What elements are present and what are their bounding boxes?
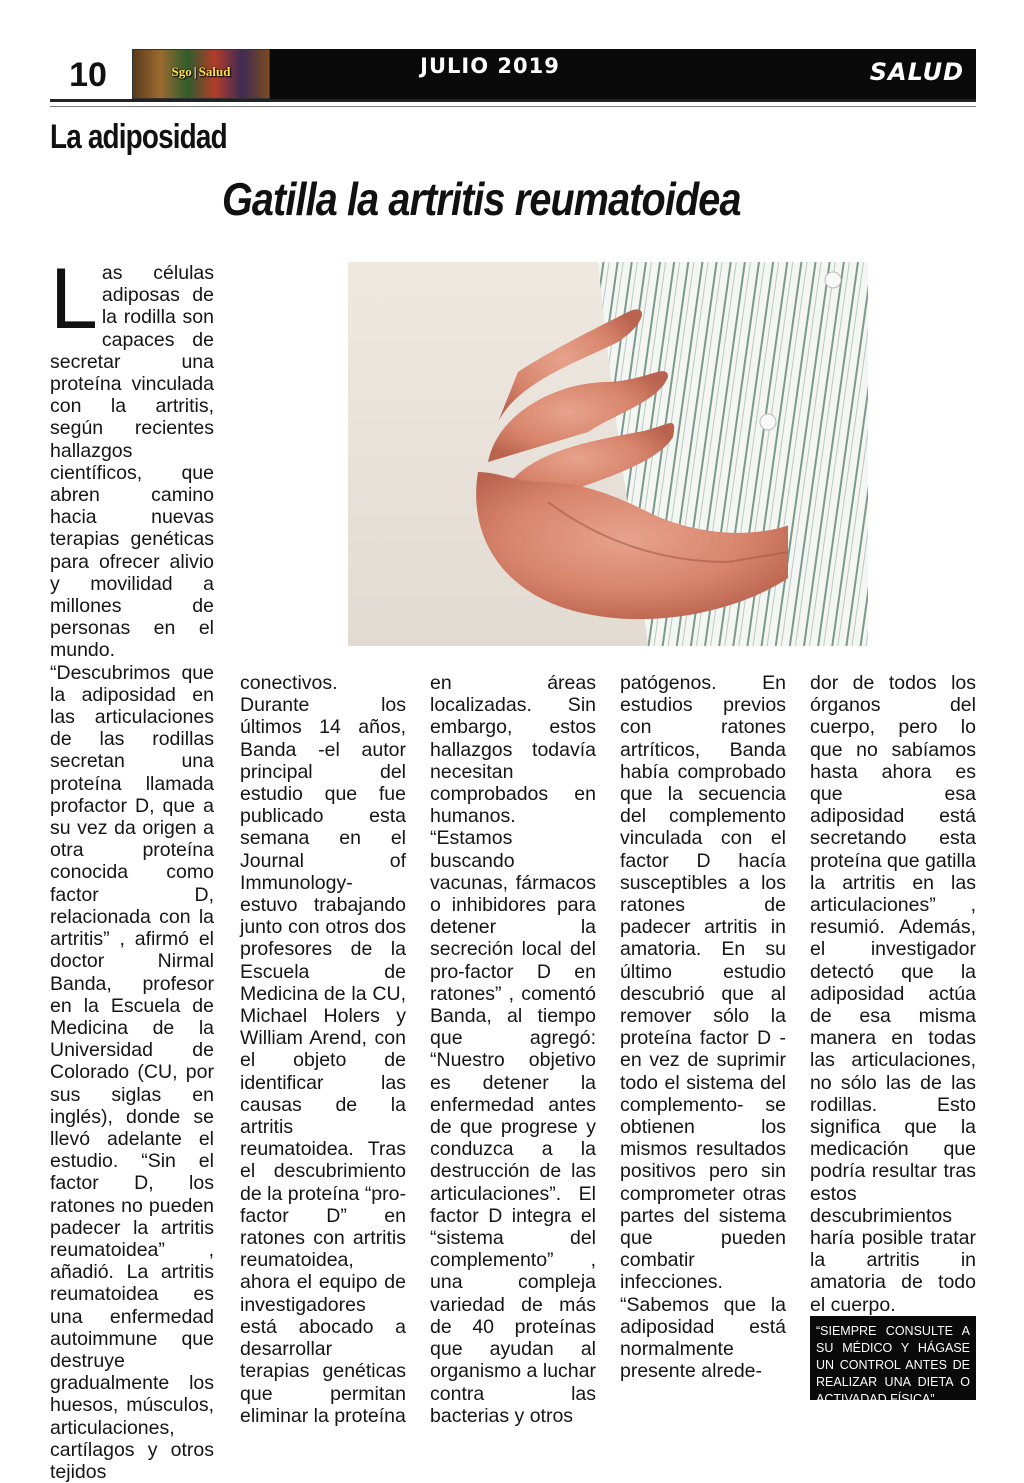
column-1-text: as células adiposas de la rodilla son capaces de secretar una proteína vinculada con la artritis, según recientes hallazgos científicos, que abren camino hacia nuevas terapias genéticas para ofrecer alivio y movilidad a millones de personas en el mundo. “Descubrimos que la adiposidad en las articulaciones de las rodillas secretan una proteína llamada profactor D, que a su vez da origen a otra proteína conocida como factor D, relacionada con la artritis” , afirmó el doctor Nirmal Banda, profesor en la Escuela de Medicina de la Universidad de Colorado (CU, por sus siglas en inglés), donde se llevó adelante el estudio. “Sin el factor D, los ratones no pueden padecer la artritis reumatoidea” , añadió. La artritis reumatoidea es una enfermedad autoimmune que destruye gradualmente los huesos, músculos, articulaciones, cartílagos y otros tejidos	[50, 262, 214, 1483]
article-column-5: dor de todos los órganos del cuerpo, pero lo que no sabíamos hasta ahora es que esa adiposidad está secretando esta proteína que gatilla la artritis en las articulaciones” , resumió. Además, el investigador detectó que la adiposidad actúa de esa misma manera en todas las articulaciones, no sólo las de las rodillas. Esto significa que la medicación que podría resultar tras estos descubrimientos haría posible tratar la artritis in amatoria de todo el cuerpo.	[810, 672, 976, 1316]
drop-cap: L	[50, 251, 98, 347]
article-column-4: patógenos. En estudios previos con ratones artríticos, Banda había comprobado que la secuencia del complemento vinculada con el factor D hacía susceptibles a los ratones de padecer artritis in amatoria. En su último estudio descubrió que al remover sólo la proteína factor D -en vez de suprimir todo el sistema del complemento- se obtienen los mismos resultados positivos pero sin comprometer otras partes del sistema que pueden combatir infecciones. “Sabemos que la adiposidad está normalmente presente alrede-	[620, 672, 786, 1383]
section-label: SALUD	[869, 58, 964, 86]
issue-date: JULIO 2019	[420, 54, 560, 78]
article-column-3: en áreas localizadas. Sin embargo, estos hallazgos todavía necesitan comprobados en humanos. “Estamos buscando vacunas, fármacos o inhibidores para detener la secreción local del pro-factor D en ratones” , comentó Banda, al tiempo que agregó: “Nuestro objetivo es detener la enfermedad antes de que progrese y conduzca a la destrucción de las articulaciones”. El factor D integra el “sistema del complemento” , una compleja variedad de más de 40 proteínas que ayudan al organismo a luchar contra las bacterias y otros	[430, 672, 596, 1427]
health-advice-callout: “SIEMPRE CONSULTE A SU MÉDICO Y HÁGASE UN CONTROL ANTES DE REALIZAR UNA DIETA O ACTIVADAD FÍSICA”	[810, 1316, 976, 1400]
header-rule	[50, 99, 976, 102]
page-number: 10	[69, 56, 107, 94]
hands-photo-illustration	[348, 262, 868, 646]
article-headline: Gatilla la artritis reumatoidea	[222, 173, 741, 225]
header-rule-thin	[50, 106, 976, 107]
article-photo	[348, 262, 868, 646]
article-column-2: conectivos. Durante los últimos 14 años, Banda -el autor principal del estudio que fue publicado esta semana en el Journal of Immunology- estuvo trabajando junto con otros dos profesores de la Escuela de Medicina de la CU, Michael Holers y William Arend, con el objeto de identificar las causas de la artritis reumatoidea. Tras el descubrimiento de la proteína “pro-factor D” en ratones con artritis reumatoidea, ahora el equipo de investigadores está abocado a desarrollar terapias genéticas que permitan eliminar la proteína	[240, 672, 406, 1427]
logo-text-right: Salud	[198, 64, 231, 79]
logo-text-left: Sgo	[171, 64, 192, 79]
article-kicker: La adiposidad	[50, 118, 227, 156]
article-column-1	[50, 251, 214, 1483]
logo-text: Sgo | Salud	[171, 64, 231, 79]
publication-logo	[132, 49, 270, 99]
